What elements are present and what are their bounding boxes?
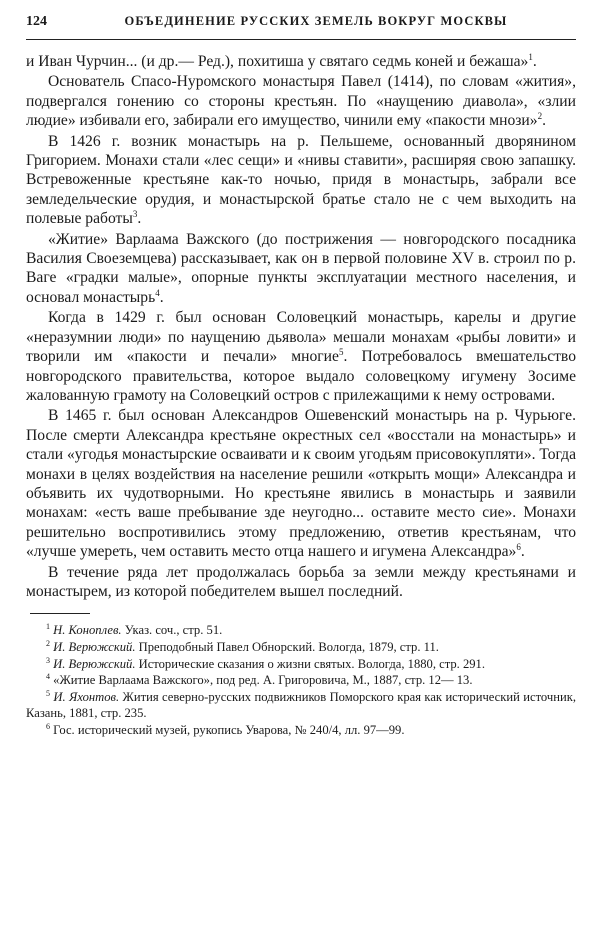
footnote-ref: 6 [516, 542, 521, 553]
footnote-ref: 3 [132, 209, 138, 220]
book-page [26, 14, 576, 739]
footnote-ref: 4 [155, 287, 160, 298]
paragraph: В 1465 г. был основан Александров Ошевенский монастырь на р. Чурьюге. После смерти Александра крестьяне окрестных сел «восстали на монастырь» и стали «угодья монастырские осваивати и к своим угодьям присовокупляти». Тогда монахи в целях воздействия на население решили «открыть мощи» Александра и объявить их чудотворными. Но крестьяне явились в монастырь и заявили монахам: «есть ваше пребывание зде неугодно... оставите место сие». Монахи решительно воспротивились этому предложению, ответив крестьянам, что «лучше умереть, чем оставить место отца нашего и игумена Александра»$^6$. [26, 407, 576, 561]
footnote: $^2$ И. Верюжский. Преподобный Павел Обнорский. Вологда, 1879, стр. 11. [46, 638, 439, 654]
footnote-ref: 5 [338, 347, 344, 358]
footnote-ref: 1 [528, 52, 533, 62]
footnotes [26, 622, 576, 738]
footnote: $^1$ Н. Коноплев. Указ. соч., стр. 51. [46, 622, 223, 638]
footnote-ref: 2 [537, 111, 543, 122]
page-header [26, 14, 576, 36]
header-rule [26, 39, 576, 40]
footnote: $^6$ Гос. исторический музей, рукопись Уварова, № 240/4, лл. 97—99. [46, 721, 405, 737]
paragraph: и Иван Чурчин... (и др.— Ред.), похитиша у святаго седмь коней и бежаша»$^1$. [26, 52, 537, 70]
paragraph: «Житие» Варлаама Важского (до пострижения — новгородского посадника Василия Своеземцева) рассказывает, как он в первой половине XV в. строил по р. Ваге «градки малые», опорные пункты эксплуатации местного населения, и основал монастырь$^4$. [26, 230, 576, 306]
footnote: $^3$ И. Верюжский. Исторические сказания о жизни святых. Вологда, 1880, стр. 291. [46, 655, 486, 671]
paragraph: В течение ряда лет продолжалась борьба за земли между крестьянами и монастырем, из которой победителем вышел последний. [26, 563, 576, 600]
footnote: $^5$ И. Яхонтов. Жития северно-русских подвижников Поморского края как исторический источник, Казань, 1881, стр. 235. [26, 688, 576, 721]
paragraph: Когда в 1429 г. был основан Соловецкий монастырь, карелы и другие «неразумнии люди» по наущению дьявола» мешали монахам «рыбы ловити» и творили им «пакости и печали» многие$^5$. Потребовалось вмешательство новгородского правительства, которое выдало соловецкому игумену Зосиме жалованную грамоту на Соловецкий остров с прилежащими к нему островами. [26, 309, 576, 404]
main-text [26, 52, 576, 601]
running-title: ОБЪЕДИНЕНИЕ РУССКИХ ЗЕМЕЛЬ ВОКРУГ МОСКВЫ [124, 14, 508, 28]
paragraph: Основатель Спасо-Нуромского монастыря Павел (1414), по словам «жития», подвергался гонению со стороны крестьян. По «наущению диавола», «злии людие» избивали его, забирали его имущество, чинили ему «пакости мнози»$^2$. [26, 73, 576, 130]
footnote-separator [30, 613, 90, 614]
paragraph: В 1426 г. возник монастырь на р. Пельшеме, основанный дворянином Григорием. Монахи стали «лес сещи» и «нивы ставити», расширяя свою запашку. Встревоженные крестьяне как-то ночью, придя в монастырь, забрали все земледельческие орудия, и монастырской братье стало не с чем выходить на полевые работы$^3$. [26, 132, 576, 228]
page-number: 124 [26, 14, 47, 29]
footnote: $^4$ «Житие Варлаама Важского», под ред. А. Григоровича, М., 1887, стр. 12— 13. [46, 672, 473, 688]
